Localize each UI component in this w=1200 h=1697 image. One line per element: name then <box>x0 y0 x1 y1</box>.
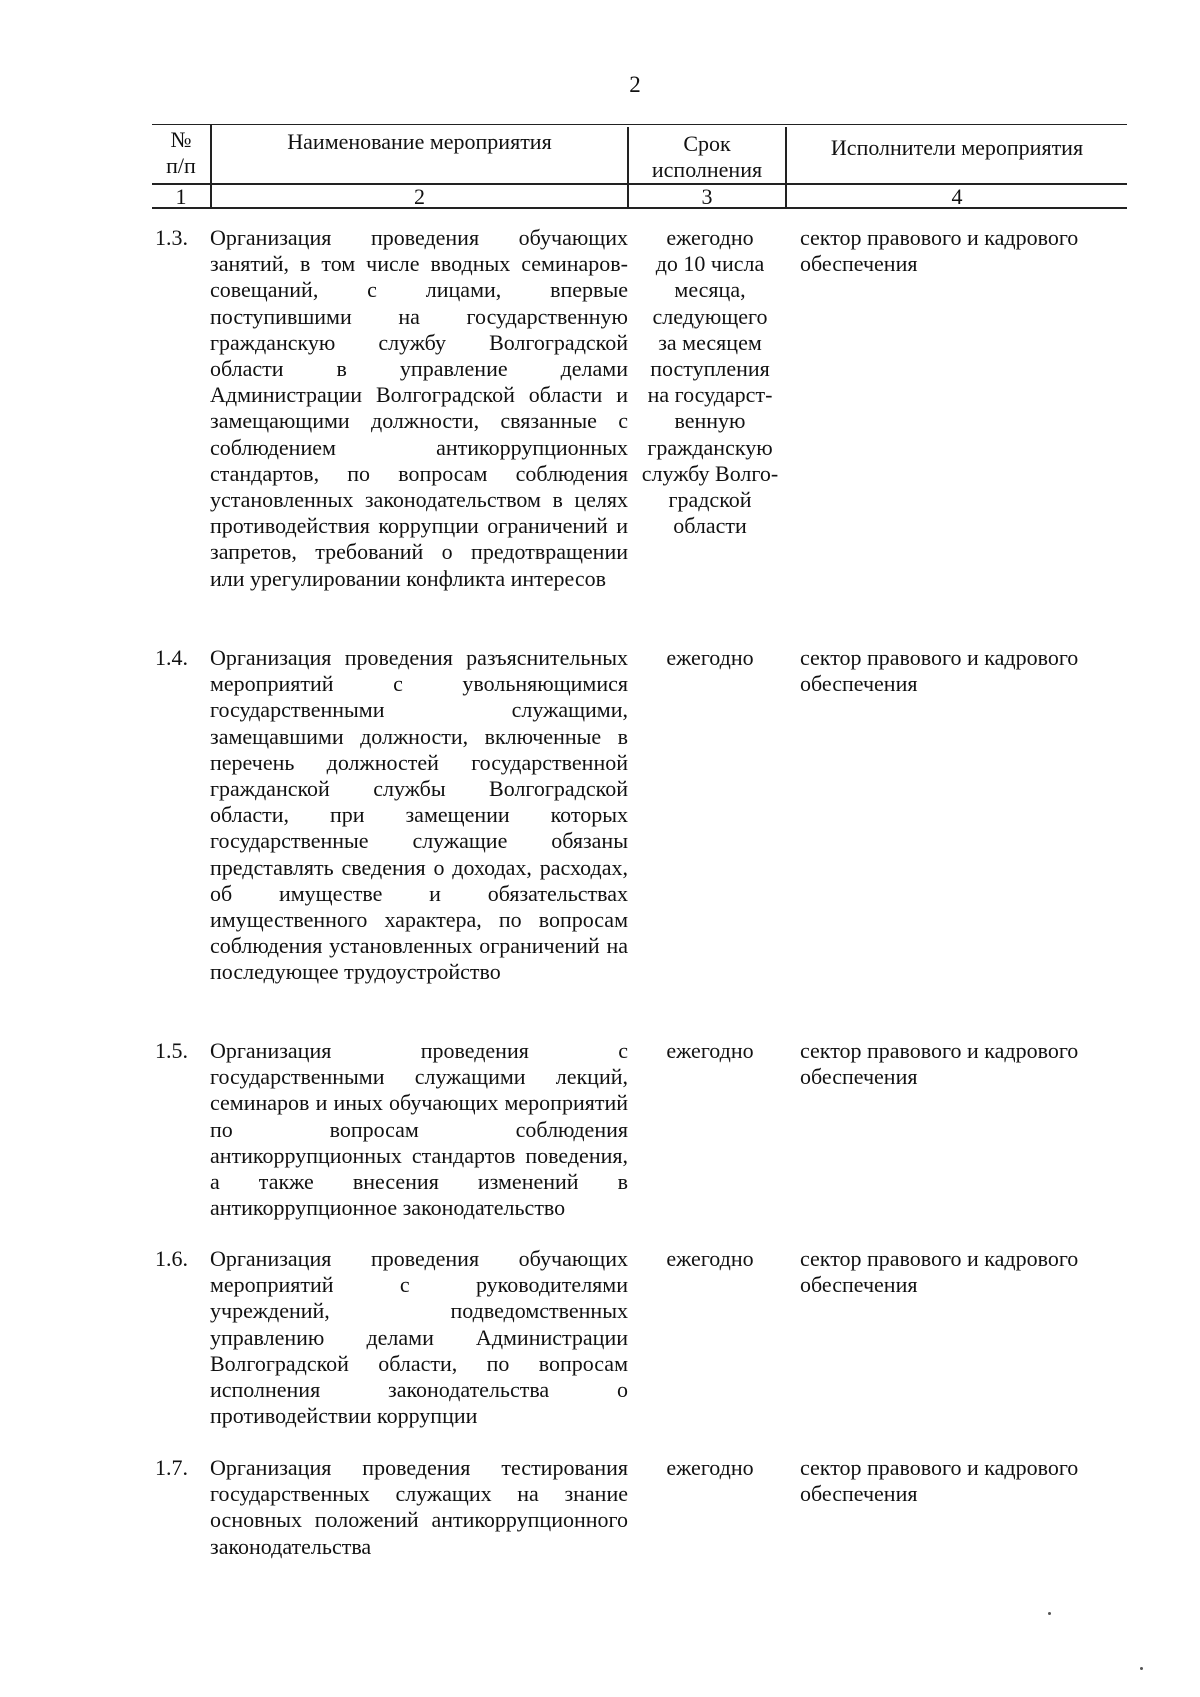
row-activity-name <box>210 225 628 592</box>
deadline-line: ежегодно <box>666 645 754 670</box>
header-deadline-line1: Срок <box>683 131 731 156</box>
scan-speck <box>1048 1612 1051 1615</box>
row-performers <box>800 1246 1130 1298</box>
column-number-1: 1 <box>175 184 187 209</box>
row-deadline <box>630 645 790 671</box>
header-performers-column: Исполнители мероприятия <box>830 135 1084 160</box>
performer-line: сектор правового и кадрового <box>800 225 1079 250</box>
header-name-column: Наименование мероприятия <box>287 129 552 154</box>
row-deadline <box>630 1038 790 1064</box>
header-number-sign: № <box>170 127 192 152</box>
row-number: 1.7. <box>155 1455 188 1480</box>
deadline-line: ежегодно <box>666 1455 754 1480</box>
row-deadline <box>630 1246 790 1272</box>
row-number: 1.5. <box>155 1038 188 1063</box>
performer-line: обеспечения <box>800 1481 918 1507</box>
row-activity-text: Организация проведения разъяснительных мероприятий с увольняющимися государственными служащими, замещавшими должности, включенные в перечень должностей государственной гражданской службы Волгоградской области, при замещении которых государственные служащие обязаны представлять сведения о доходах, расходах, об имуществе и обязательствах имущественного характера, по вопросам соблюдения установленных ограничений на последующее трудоустройство <box>210 645 628 985</box>
deadline-line: ежегодно <box>666 1038 754 1063</box>
row-deadline <box>630 225 790 539</box>
header-deadline-line2: исполнения <box>651 157 763 182</box>
deadline-line: градской <box>668 487 752 513</box>
performer-line: обеспечения <box>800 1064 918 1090</box>
deadline-line: до 10 числа <box>655 251 765 277</box>
row-number: 1.6. <box>155 1246 188 1271</box>
deadline-line: гражданскую <box>647 434 773 460</box>
row-performers <box>800 1038 1130 1090</box>
table-header <box>152 124 1127 218</box>
row-number: 1.4. <box>155 645 188 670</box>
performer-line: обеспечения <box>800 1272 918 1298</box>
deadline-line: ежегодно <box>666 1246 754 1271</box>
deadline-line: области <box>673 513 747 539</box>
row-activity-name <box>210 645 628 986</box>
header-number-abbr: п/п <box>166 153 196 178</box>
row-activity-name <box>210 1455 628 1560</box>
performer-line: сектор правового и кадрового <box>800 1455 1079 1480</box>
performer-line: сектор правового и кадрового <box>800 1038 1079 1063</box>
scan-speck <box>1140 1667 1143 1670</box>
row-activity-text: Организация проведения обучающих мероприятий с руководителями учреждений, подведомственных управлению делами Администрации Волгоградской области, по вопросам исполнения законодательства о противодействии коррупции <box>210 1246 628 1429</box>
column-number-4: 4 <box>951 184 963 209</box>
deadline-line: ежегодно <box>666 225 754 250</box>
row-activity-text: Организация проведения обучающих занятий, в том числе вводных семинаров-совещаний, с лицами, впервые поступившими на государственную гражданскую службу Волгоградской области в управление делами Администрации Волгоградской области и замещающими должности, связанные с соблюдением антикоррупционных стандартов, по вопросам соблюдения установленных законодательством в целях противодействия коррупции ограничений и запретов, требований о предотвращении или урегулировании конфликта интересов <box>210 225 628 591</box>
row-activity-name <box>210 1038 628 1221</box>
page-number: 2 <box>629 72 641 97</box>
row-activity-text: Организация проведения с государственными служащими лекций, семинаров и иных обучающих мероприятий по вопросам соблюдения антикоррупционных стандартов поведения, а также внесения изменений в антикоррупционное законодательство <box>210 1038 628 1221</box>
performer-line: сектор правового и кадрового <box>800 645 1079 670</box>
header-number-column <box>152 127 210 179</box>
row-performers <box>800 645 1130 697</box>
performer-line: сектор правового и кадрового <box>800 1246 1079 1271</box>
row-performers <box>800 225 1130 277</box>
row-performers <box>800 1455 1130 1507</box>
column-number-3: 3 <box>701 184 713 209</box>
performer-line: обеспечения <box>800 251 918 277</box>
row-activity-name <box>210 1246 628 1429</box>
deadline-line: месяца, <box>674 277 746 303</box>
deadline-line: за месяцем <box>658 329 762 355</box>
performer-line: обеспечения <box>800 671 918 697</box>
column-number-2: 2 <box>414 184 425 209</box>
row-number: 1.3. <box>155 225 188 250</box>
row-activity-text: Организация проведения тестирования государственных служащих на знание основных положений антикоррупционного законодательства <box>210 1455 628 1559</box>
header-deadline-column <box>629 131 785 183</box>
row-deadline <box>630 1455 790 1481</box>
deadline-line: следующего <box>652 303 768 329</box>
deadline-line: поступления <box>650 356 770 382</box>
deadline-line: венную <box>674 408 746 434</box>
deadline-line: службу Волго- <box>641 460 779 486</box>
deadline-line: на государст- <box>647 382 773 408</box>
